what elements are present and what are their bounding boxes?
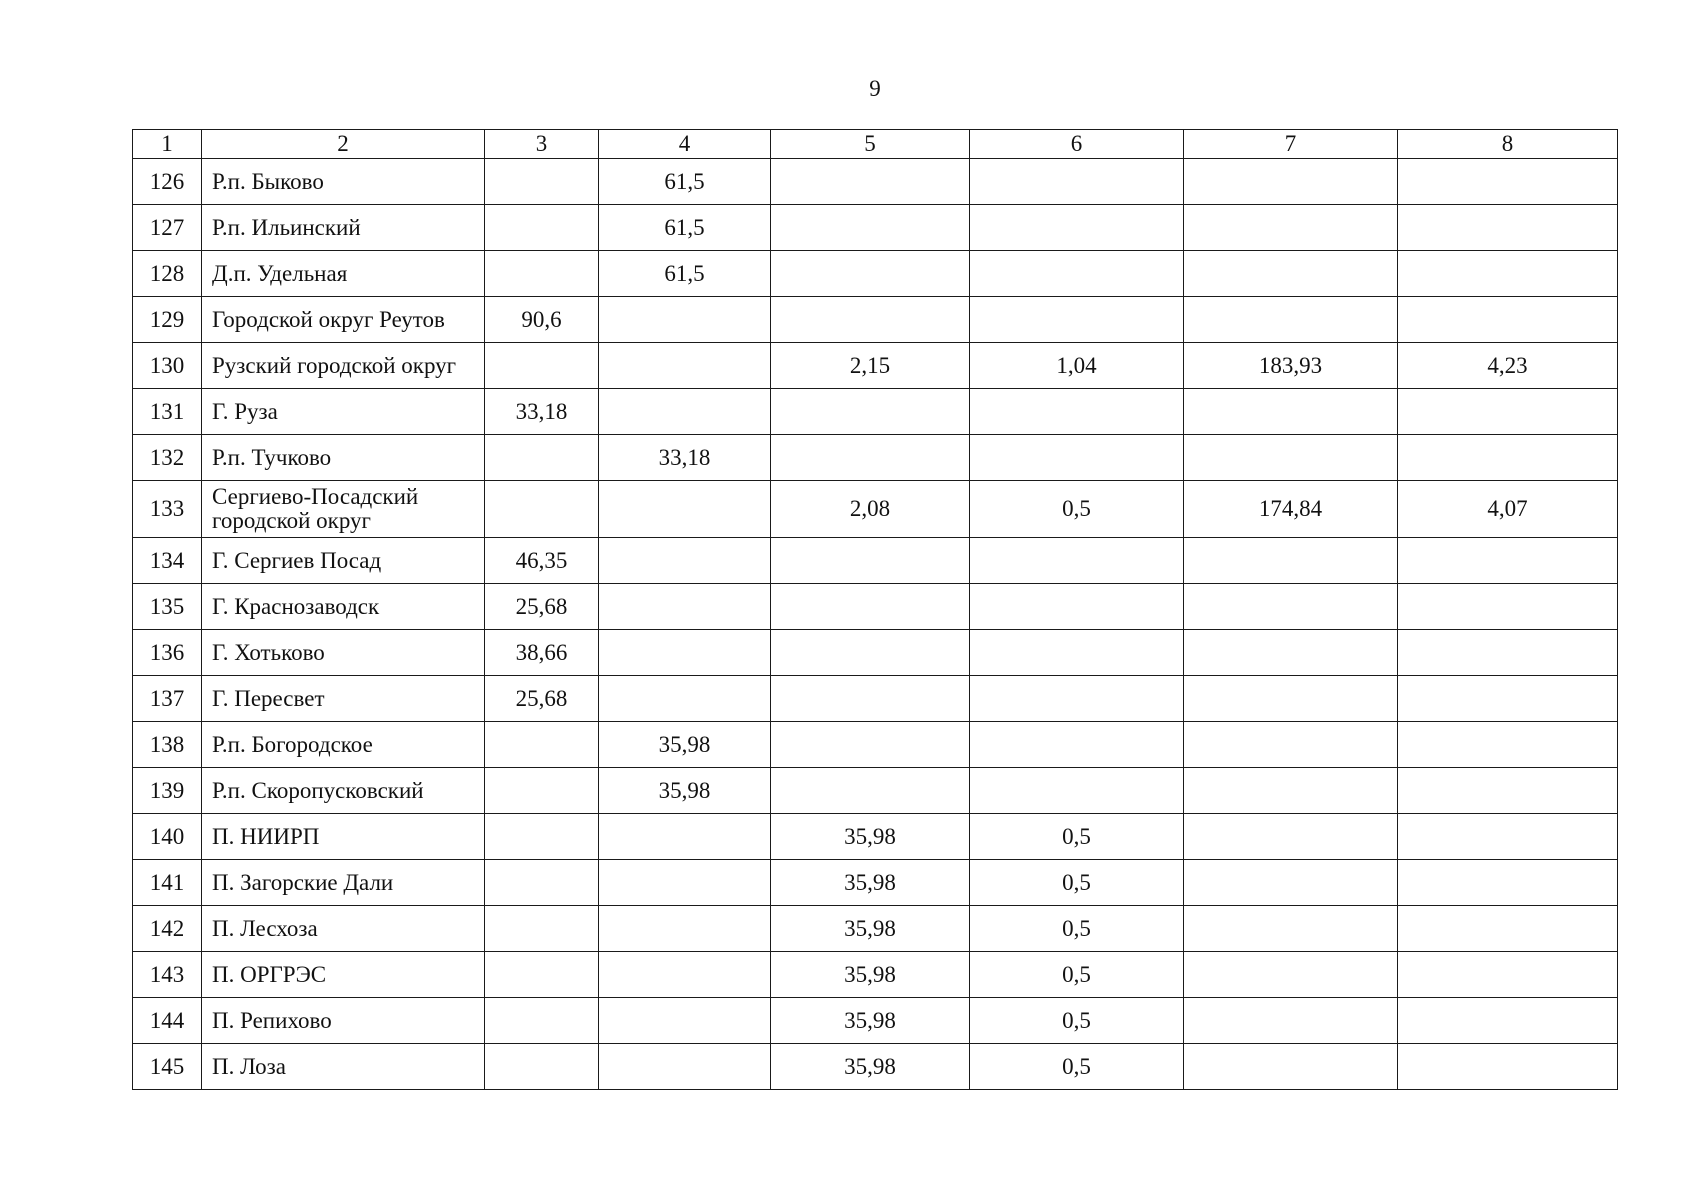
column-6-cell: 1,04: [970, 343, 1184, 389]
column-8-cell: [1398, 860, 1618, 906]
column-5-cell: [771, 435, 970, 481]
locality-name-cell: Г. Краснозаводск: [202, 584, 485, 630]
locality-name-cell: Р.п. Тучково: [202, 435, 485, 481]
column-4-cell: [599, 481, 771, 538]
column-header: 2: [202, 130, 485, 159]
column-4-cell: 61,5: [599, 251, 771, 297]
page-number: 9: [869, 76, 881, 101]
column-5-cell: [771, 768, 970, 814]
column-8-cell: [1398, 205, 1618, 251]
column-7-cell: [1184, 768, 1398, 814]
locality-name-cell: Г. Сергиев Посад: [202, 538, 485, 584]
column-8-cell: [1398, 630, 1618, 676]
column-7-cell: [1184, 676, 1398, 722]
column-6-cell: 0,5: [970, 998, 1184, 1044]
row-number-cell: 137: [133, 676, 202, 722]
row-number-cell: 128: [133, 251, 202, 297]
column-8-cell: [1398, 906, 1618, 952]
column-3-cell: 46,35: [485, 538, 599, 584]
column-8-cell: [1398, 389, 1618, 435]
locality-name-cell: Сергиево-Посадский городской округ: [202, 481, 485, 538]
column-6-cell: [970, 768, 1184, 814]
column-3-cell: [485, 435, 599, 481]
table-row: [133, 768, 1618, 814]
column-5-cell: [771, 297, 970, 343]
row-number-cell: 141: [133, 860, 202, 906]
column-4-cell: [599, 860, 771, 906]
table-row: [133, 630, 1618, 676]
column-3-cell: [485, 860, 599, 906]
header-row: [133, 130, 1618, 159]
column-5-cell: 35,98: [771, 814, 970, 860]
column-4-cell: [599, 297, 771, 343]
column-8-cell: [1398, 722, 1618, 768]
column-8-cell: [1398, 768, 1618, 814]
column-5-cell: 2,08: [771, 481, 970, 538]
column-6-cell: [970, 584, 1184, 630]
column-4-cell: [599, 952, 771, 998]
column-4-cell: 61,5: [599, 159, 771, 205]
column-4-cell: [599, 1044, 771, 1090]
locality-name-cell: Рузский городской округ: [202, 343, 485, 389]
column-6-cell: 0,5: [970, 906, 1184, 952]
column-7-cell: [1184, 205, 1398, 251]
table-row: [133, 998, 1618, 1044]
column-3-cell: 25,68: [485, 584, 599, 630]
table-row: [133, 297, 1618, 343]
column-8-cell: [1398, 584, 1618, 630]
column-3-cell: [485, 1044, 599, 1090]
table-row: [133, 1044, 1618, 1090]
column-7-cell: [1184, 251, 1398, 297]
column-4-cell: 35,98: [599, 722, 771, 768]
column-7-cell: [1184, 389, 1398, 435]
column-5-cell: 35,98: [771, 906, 970, 952]
row-number-cell: 131: [133, 389, 202, 435]
column-5-cell: [771, 205, 970, 251]
column-3-cell: 90,6: [485, 297, 599, 343]
column-8-cell: [1398, 814, 1618, 860]
locality-name-cell: П. Лоза: [202, 1044, 485, 1090]
table-row: [133, 676, 1618, 722]
column-7-cell: [1184, 630, 1398, 676]
table-row: [133, 814, 1618, 860]
row-number-cell: 140: [133, 814, 202, 860]
column-7-cell: 183,93: [1184, 343, 1398, 389]
column-6-cell: [970, 251, 1184, 297]
column-5-cell: [771, 584, 970, 630]
row-number-cell: 129: [133, 297, 202, 343]
row-number-cell: 145: [133, 1044, 202, 1090]
column-header: 8: [1398, 130, 1618, 159]
table-row: [133, 860, 1618, 906]
table-body: [133, 159, 1618, 1090]
column-5-cell: [771, 159, 970, 205]
column-7-cell: [1184, 435, 1398, 481]
column-8-cell: [1398, 676, 1618, 722]
column-3-cell: [485, 481, 599, 538]
table-row: [133, 481, 1618, 538]
column-4-cell: [599, 676, 771, 722]
table-row: [133, 159, 1618, 205]
column-8-cell: [1398, 1044, 1618, 1090]
column-header: 4: [599, 130, 771, 159]
column-3-cell: [485, 722, 599, 768]
column-8-cell: [1398, 435, 1618, 481]
locality-name-cell: Д.п. Удельная: [202, 251, 485, 297]
column-5-cell: [771, 676, 970, 722]
column-3-cell: [485, 768, 599, 814]
locality-name-cell: Г. Хотьково: [202, 630, 485, 676]
column-3-cell: [485, 952, 599, 998]
column-6-cell: [970, 297, 1184, 343]
column-3-cell: [485, 159, 599, 205]
column-6-cell: [970, 389, 1184, 435]
column-5-cell: 35,98: [771, 860, 970, 906]
column-3-cell: [485, 998, 599, 1044]
column-6-cell: [970, 538, 1184, 584]
column-6-cell: 0,5: [970, 1044, 1184, 1090]
column-5-cell: 35,98: [771, 952, 970, 998]
column-7-cell: [1184, 297, 1398, 343]
locality-name-cell: П. Лесхоза: [202, 906, 485, 952]
column-7-cell: [1184, 860, 1398, 906]
locality-name-cell: Р.п. Быково: [202, 159, 485, 205]
row-number-cell: 127: [133, 205, 202, 251]
column-7-cell: [1184, 722, 1398, 768]
column-7-cell: [1184, 538, 1398, 584]
table-row: [133, 538, 1618, 584]
table-row: [133, 584, 1618, 630]
column-header: 5: [771, 130, 970, 159]
column-5-cell: [771, 389, 970, 435]
locality-name-cell: П. НИИРП: [202, 814, 485, 860]
column-4-cell: [599, 389, 771, 435]
row-number-cell: 133: [133, 481, 202, 538]
row-number-cell: 132: [133, 435, 202, 481]
column-4-cell: 33,18: [599, 435, 771, 481]
column-6-cell: 0,5: [970, 860, 1184, 906]
column-5-cell: 35,98: [771, 1044, 970, 1090]
column-5-cell: [771, 538, 970, 584]
table-row: [133, 435, 1618, 481]
table-row: [133, 389, 1618, 435]
column-6-cell: [970, 676, 1184, 722]
column-4-cell: 35,98: [599, 768, 771, 814]
row-number-cell: 144: [133, 998, 202, 1044]
table-row: [133, 906, 1618, 952]
locality-name-cell: Г. Руза: [202, 389, 485, 435]
column-8-cell: [1398, 159, 1618, 205]
column-6-cell: [970, 722, 1184, 768]
table-row: [133, 343, 1618, 389]
column-4-cell: [599, 343, 771, 389]
row-number-cell: 138: [133, 722, 202, 768]
column-3-cell: 33,18: [485, 389, 599, 435]
column-8-cell: [1398, 998, 1618, 1044]
column-7-cell: [1184, 952, 1398, 998]
locality-name-cell: П. Репихово: [202, 998, 485, 1044]
column-3-cell: 25,68: [485, 676, 599, 722]
column-6-cell: 0,5: [970, 481, 1184, 538]
column-3-cell: [485, 343, 599, 389]
column-5-cell: [771, 630, 970, 676]
column-7-cell: [1184, 584, 1398, 630]
row-number-cell: 130: [133, 343, 202, 389]
column-3-cell: [485, 205, 599, 251]
column-header: 6: [970, 130, 1184, 159]
column-6-cell: 0,5: [970, 952, 1184, 998]
column-4-cell: [599, 998, 771, 1044]
column-3-cell: [485, 814, 599, 860]
column-7-cell: [1184, 814, 1398, 860]
table-row: [133, 952, 1618, 998]
column-7-cell: [1184, 906, 1398, 952]
column-8-cell: [1398, 952, 1618, 998]
column-4-cell: 61,5: [599, 205, 771, 251]
column-5-cell: [771, 722, 970, 768]
column-7-cell: 174,84: [1184, 481, 1398, 538]
data-table: [132, 129, 1618, 1090]
locality-name-cell: Г. Пересвет: [202, 676, 485, 722]
column-4-cell: [599, 814, 771, 860]
column-4-cell: [599, 538, 771, 584]
column-header: 1: [133, 130, 202, 159]
row-number-cell: 135: [133, 584, 202, 630]
row-number-cell: 134: [133, 538, 202, 584]
column-3-cell: [485, 906, 599, 952]
table-row: [133, 205, 1618, 251]
column-8-cell: [1398, 538, 1618, 584]
row-number-cell: 136: [133, 630, 202, 676]
column-8-cell: [1398, 297, 1618, 343]
column-header: 7: [1184, 130, 1398, 159]
locality-name-cell: Р.п. Скоропусковский: [202, 768, 485, 814]
locality-name-cell: Р.п. Богородское: [202, 722, 485, 768]
column-7-cell: [1184, 1044, 1398, 1090]
column-header: 3: [485, 130, 599, 159]
column-6-cell: 0,5: [970, 814, 1184, 860]
column-7-cell: [1184, 998, 1398, 1044]
row-number-cell: 143: [133, 952, 202, 998]
row-number-cell: 142: [133, 906, 202, 952]
table-row: [133, 722, 1618, 768]
locality-name-cell: Р.п. Ильинский: [202, 205, 485, 251]
column-3-cell: 38,66: [485, 630, 599, 676]
column-4-cell: [599, 584, 771, 630]
column-8-cell: 4,07: [1398, 481, 1618, 538]
column-6-cell: [970, 435, 1184, 481]
column-4-cell: [599, 630, 771, 676]
column-5-cell: [771, 251, 970, 297]
column-6-cell: [970, 205, 1184, 251]
column-5-cell: 35,98: [771, 998, 970, 1044]
row-number-cell: 126: [133, 159, 202, 205]
column-6-cell: [970, 630, 1184, 676]
row-number-cell: 139: [133, 768, 202, 814]
column-6-cell: [970, 159, 1184, 205]
column-7-cell: [1184, 159, 1398, 205]
column-5-cell: 2,15: [771, 343, 970, 389]
column-4-cell: [599, 906, 771, 952]
column-8-cell: [1398, 251, 1618, 297]
table-row: [133, 251, 1618, 297]
column-3-cell: [485, 251, 599, 297]
locality-name-cell: П. ОРГРЭС: [202, 952, 485, 998]
locality-name-cell: П. Загорские Дали: [202, 860, 485, 906]
locality-name-cell: Городской округ Реутов: [202, 297, 485, 343]
column-8-cell: 4,23: [1398, 343, 1618, 389]
